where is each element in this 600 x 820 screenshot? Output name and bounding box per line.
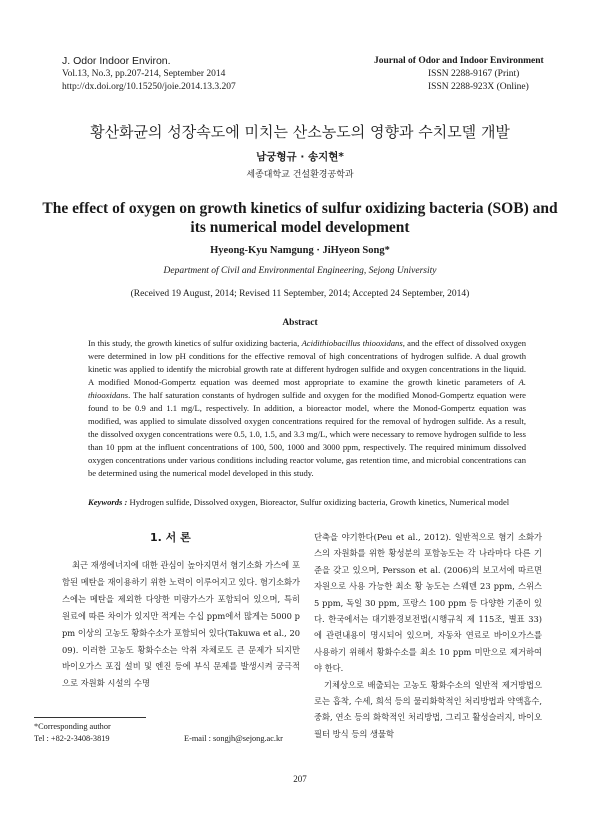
affiliation-korean: 세종대학교 건설환경공학과: [246, 170, 354, 180]
left-column: [62, 557, 300, 692]
footnote-divider: [34, 717, 146, 718]
keywords-line: [88, 497, 548, 507]
journal-short-name: J. Odor Indoor Environ.: [62, 55, 171, 67]
volume-pages: Vol.13, No.3, pp.207-214, September 2014: [62, 69, 226, 79]
authors-korean: 남궁형규 · 송지현*: [256, 151, 344, 163]
abstract-heading: Abstract: [282, 318, 318, 328]
issn-print: ISSN 2288-9167 (Print): [428, 69, 520, 79]
keywords-list: Hydrogen sulfide, Dissolved oxygen, Bioreactor, Sulfur oxidizing bacteria, Growth kinetics, Numerical model: [129, 497, 510, 507]
received-dates: (Received 19 August, 2014; Revised 11 September, 2014; Accepted 24 September, 2014): [130, 289, 470, 299]
affiliation-english: Department of Civil and Environmental Engineering, Sejong University: [163, 266, 437, 276]
corresponding-email[interactable]: E-mail : songjh@sejong.ac.kr: [184, 734, 283, 743]
doi-link[interactable]: http://dx.doi.org/10.15250/joie.2014.13.3.207: [62, 82, 236, 92]
page-number: 207: [293, 774, 307, 784]
title-korean: 황산화균의 성장속도에 미치는 산소농도의 영향과 수치모델 개발: [90, 123, 510, 141]
corresponding-label: *Corresponding author: [34, 722, 111, 731]
intro-paragraph-2: 기체상으로 배출되는 고농도 황화수소의 일반적 제거방법으로는 흡착, 수세, 희석 등의 물리화학적인 처리방법과 약액흡수, 중화, 연소 등의 화학적인 처리방법, 그리고 활성슬러지, 바이오필터 방식 등의 생물학: [314, 679, 542, 739]
intro-paragraph-continued: 단축을 야기한다(Peu et al., 2012). 일반적으로 혐기 소화가스의 자원화를 위한 황성분의 포함농도는 각 나라마다 다른 기준을 갖고 있으며, Persson et al. (2006)의 보고서에 따르면 자원으로 사용 가능한 최소 황 농도는 스웨덴 23 ppm, 스위스 5 ppm, 독일 30 ppm, 프랑스 100 ppm 등 다양한 기준이 있다. 한국에서는 대기환경보전법(시행규칙 제 115조, 별표 33)에 관련내용이 명시되어 있으며, 자동차 연료로 바이오가스를 사용하기 위해서 황화수소를 최소 10 ppm 미만으로 제거하여야 한다.: [314, 532, 542, 674]
authors-english: Hyeong-Kyu Namgung · JiHyeon Song*: [210, 245, 390, 256]
keywords-label: Keywords :: [88, 497, 128, 507]
corresponding-tel: Tel : +82-2-3408-3819: [34, 734, 110, 743]
abstract-body: In this study, the growth kinetics of sulfur oxidizing bacteria, Acidithiobacillus thiooxidans, and the effect of dissolved oxygen were determined in low pH conditions for the effective removal of high concentrations of hydrogen sulfide. A dual growth kinetic was applied to identify the microbial growth rate at different hydrogen sulfide and oxygen concentrations in the liquid. A modified Monod-Gompertz equation was deemed most appropriate to examine the growth kinetic parameters of A. thiooxidans. The half saturation constants of hydrogen sulfide and oxygen for the modified Monod-Gompertz equation were found to be 0.9 and 1.1 mg/L, respectively. In addition, a bioreactor model, where the Monod-Gompertz equation was modified, was applied to simulate dissolved oxygen concentrations required for the removal of hydrogen sulfide. As a result, the dissolved oxygen concentrations were 0.5, 1.0, 1.5, and 3.3 mg/L, which were necessary to remove hydrogen sulfide to less than 10 ppm at the influent concentrations of 100, 500, 1000 and 3000 ppm, respectively. The required minimum dissolved oxygen concentrations under various conditions including reactor volume, gas retention time, and microbial concentrations can be determined using the numerical model developed in this study.: [88, 338, 526, 479]
journal-full-name: Journal of Odor and Indoor Environment: [374, 56, 544, 66]
header-left: [62, 55, 236, 94]
right-column: [314, 529, 542, 742]
section-heading-introduction: 1. 서 론: [150, 531, 191, 544]
header-right: [374, 55, 544, 94]
title-english: The effect of oxygen on growth kinetics of sulfur oxidizing bacteria (SOB) and its numerical model development: [42, 200, 558, 236]
intro-paragraph-1: 최근 재생에너지에 대한 관심이 높아지면서 혐기소화 가스에 포함된 메탄을 재이용하기 위한 노력이 이루어지고 있다. 혐기소화가스에는 메탄을 제외한 다양한 미량가스가 포함되어 있으며, 특히 원료에 따른 차이가 있지만 적게는 수십 ppm에서 많게는 5000 ppm 이상의 고농도 황화수소가 포함되어 있다(Takuwa et al., 2009). 이러한 고농도 황화수소는 악취 자체로도 큰 문제가 되지만 바이오가스 포집 설비 및 엔진 등에 부식 문제를 발생시켜 궁극적으로 자원화 시설의 수명: [62, 560, 300, 689]
issn-online: ISSN 2288-923X (Online): [428, 82, 529, 92]
corresponding-footnote: [34, 721, 304, 745]
